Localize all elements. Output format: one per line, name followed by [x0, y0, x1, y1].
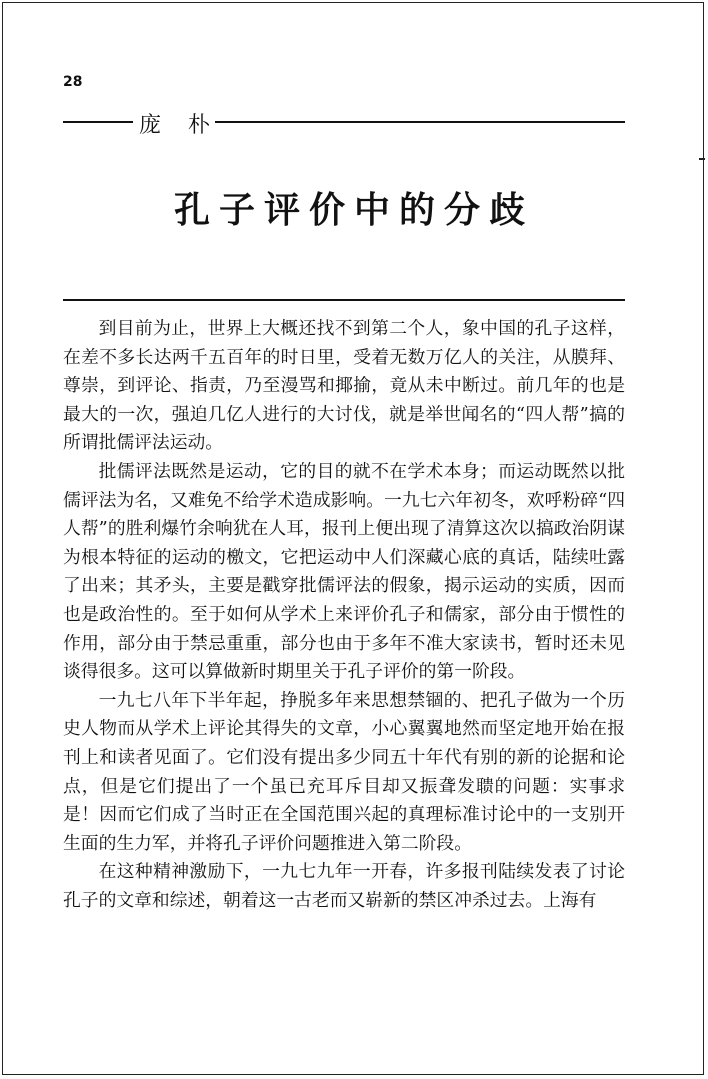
- page-number: 28: [63, 74, 83, 90]
- paragraph: 批儒评法既然是运动，它的目的就不在学术本身；而运动既然以批儒评法为名，又难免不给学术造成影响。一九七六年初冬，欢呼粉碎“四人帮”的胜利爆竹余响犹在人耳，报刊上便出现了清算这次以搞政治阴谋为根本特征的运动的檄文，它把运动中人们深藏心底的真话，陆续吐露了出来；其矛头，主要是戳穿批儒评法的假象，揭示运动的实质，因而也是政治性的。至于如何从学术上来评价孔子和儒家，部分由于惯性的作用，部分由于禁忌重重，部分也由于多年不准大家读书，暂时还未见谈得很多。这可以算做新时期里关于孔子评价的第一阶段。: [63, 460, 625, 683]
- paragraph: 到目前为止，世界上大概还找不到第二个人，象中国的孔子这样，在差不多长达两千五百年的时日里，受着无数万亿人的关注，从膜拜、尊崇，到评论、指责，乃至漫骂和揶揄，竟从未中断过。前几年的也是最大的一次，强迫几亿人进行的大讨伐，就是举世闻名的“四人帮”搞的所谓批儒评法运动。: [63, 318, 625, 454]
- paragraph: 一九七八年下半年起，挣脱多年来思想禁锢的、把孔子做为一个历史人物而从学术上评论其得失的文章，小心翼翼地然而坚定地开始在报刊上和读者见面了。它们没有提出多少同五十年代有别的新的论据和论点，但是它们提出了一个虽已充耳斥目却又振聋发聩的问题：实事求是！因而它们成了当时正在全国范围兴起的真理标准讨论中的一支别开生面的生力军，并将孔子评价问题推进入第二阶段。: [63, 689, 625, 854]
- article-body: [63, 315, 625, 915]
- author-line: [63, 108, 625, 138]
- title-rule: [63, 299, 625, 301]
- scan-edge-mark: [699, 158, 705, 160]
- article-title: 孔子评价中的分歧: [173, 190, 534, 231]
- author-rule-left: [63, 121, 133, 123]
- author-rule-right: [215, 121, 625, 123]
- paragraph: 在这种精神激励下，一九七九年一开春，许多报刊陆续发表了讨论孔子的文章和综述，朝着这一古老而又崭新的禁区冲杀过去。上海有: [63, 861, 625, 911]
- author-name: 庞 朴: [139, 113, 220, 138]
